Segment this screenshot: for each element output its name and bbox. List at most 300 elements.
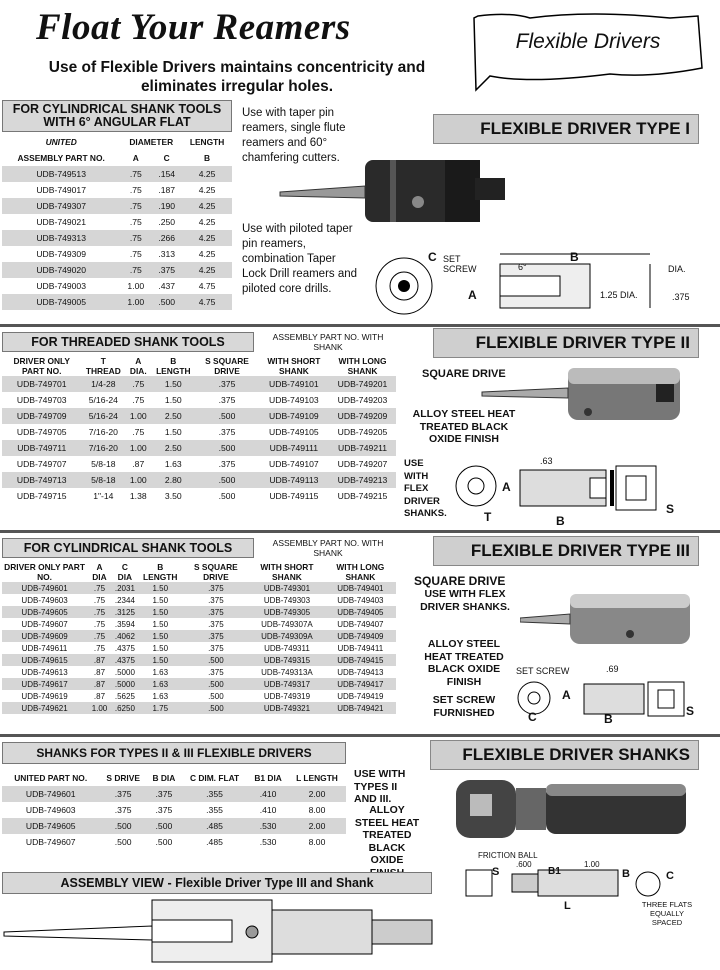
shank-illustration: [450, 774, 700, 844]
table-cell: UDB-749103: [269, 395, 319, 405]
table-row: [2, 582, 396, 594]
column-header: S DRIVE: [106, 773, 140, 783]
column-header: DRIVER ONLY PART NO.: [13, 356, 70, 376]
type3-square-drive: SQUARE DRIVE: [414, 574, 506, 588]
table-cell: .75: [132, 395, 145, 405]
assembly-view-drawing: [2, 896, 442, 966]
col-diameter: DIAMETER: [129, 137, 174, 147]
table-cell: .375: [155, 805, 173, 815]
table-cell: UDB-749303: [263, 595, 311, 605]
table-cell: 2.50: [151, 408, 195, 424]
type3-table-title: FOR CYLINDRICAL SHANK TOOLS: [2, 538, 254, 558]
table-cell: 1.00: [120, 294, 151, 310]
table-cell: .355: [181, 786, 248, 802]
table-cell: UDB-749403: [337, 595, 384, 605]
table-cell: 8.00: [308, 837, 326, 847]
table-cell: 1.50: [151, 376, 195, 392]
table-cell: .4375: [112, 654, 138, 666]
table-cell: 4.25: [198, 249, 216, 259]
column-header: C DIM. FLAT: [189, 773, 240, 783]
type3-dim-b: B: [604, 712, 613, 726]
shank-dim-b1: B1: [548, 866, 561, 877]
table-cell: UDB-749101: [259, 376, 329, 392]
col-assembly: ASSEMBLY PART NO.: [17, 153, 105, 163]
shank-dim-c: C: [666, 870, 674, 882]
table-cell: .410: [259, 805, 277, 815]
type3-dim-c: C: [528, 710, 537, 724]
type1-dim-125dia: 1.25 DIA.: [600, 290, 638, 300]
table-row: [2, 594, 396, 606]
table-cell: 1.50: [138, 582, 183, 594]
table-row: [2, 294, 232, 310]
table-cell: UDB-749407: [337, 619, 384, 629]
column-header: B LENGTH: [143, 562, 178, 582]
table-cell: UDB-749411: [337, 643, 384, 653]
type1-heading: FLEXIBLE DRIVER TYPE I: [433, 114, 699, 144]
table-cell: .266: [151, 230, 182, 246]
table-cell: UDB-749409: [325, 630, 396, 642]
table-row: [2, 678, 396, 690]
table-cell: UDB-749603: [25, 805, 76, 815]
table-cell: .375: [208, 595, 224, 605]
table-row: [2, 278, 232, 294]
table-row: [2, 488, 396, 504]
shank-dim-s: S: [492, 866, 500, 878]
table-row: [2, 618, 396, 630]
table-cell: UDB-749413: [337, 667, 384, 677]
table-cell: .500: [183, 702, 250, 714]
table-row: [2, 654, 396, 666]
table-row: [2, 214, 232, 230]
type2-dim-t: T: [484, 510, 492, 524]
table-cell: .485: [206, 837, 223, 847]
column-header: A DIA: [92, 562, 107, 582]
type1-dim-angle: 6°: [518, 262, 527, 272]
type3-dim-s: S: [686, 704, 695, 718]
table-cell: UDB-749203: [337, 395, 388, 405]
table-row: [2, 606, 396, 618]
col-b: B: [204, 153, 211, 163]
table-cell: 2.00: [288, 786, 346, 802]
table-cell: 1.50: [138, 630, 183, 642]
table-cell: UDB-749213: [329, 472, 396, 488]
table-cell: .485: [181, 818, 248, 834]
table-cell: .75: [87, 582, 112, 594]
column-header: WITH SHORT SHANK: [260, 562, 314, 582]
table-cell: .87: [93, 691, 106, 701]
table-cell: 4.25: [198, 217, 216, 227]
type1-dim-dia: DIA.: [668, 264, 686, 274]
table-cell: UDB-749207: [337, 459, 388, 469]
column-header: WITH SHORT SHANK: [267, 356, 321, 376]
page-subtitle: Use of Flexible Drivers maintains concentricity and eliminates irregular holes.: [48, 59, 426, 95]
table-cell: .4062: [112, 630, 138, 642]
table-cell: UDB-749711: [2, 440, 81, 456]
table-cell: .87: [93, 667, 106, 677]
table-cell: .375: [218, 395, 236, 405]
table-row: [2, 690, 396, 702]
type3-table: [2, 562, 396, 714]
table-cell: 7/16-20: [81, 440, 125, 456]
table-cell: .500: [155, 837, 173, 847]
column-header: DRIVER ONLY PART NO.: [4, 562, 85, 582]
table-cell: .530: [259, 837, 277, 847]
table-cell: UDB-749313: [2, 230, 120, 246]
table-cell: .75: [125, 376, 151, 392]
table-cell: 5/8-18: [91, 459, 116, 469]
table-cell: .375: [147, 786, 181, 802]
col-length: LENGTH: [189, 137, 225, 147]
column-header: WITH LONG SHANK: [336, 562, 385, 582]
table-row: [2, 408, 396, 424]
table-cell: .500: [183, 654, 250, 666]
table-cell: .75: [120, 166, 151, 182]
type2-assembly-header: ASSEMBLY PART NO. WITH SHANK: [272, 332, 384, 352]
type1-dim-a: A: [468, 288, 477, 302]
table-cell: UDB-749709: [2, 408, 81, 424]
table-cell: .500: [99, 818, 147, 834]
type2-material: ALLOY STEEL HEAT TREATED BLACK OXIDE FINISH: [412, 408, 516, 445]
type2-dim-63: .63: [540, 456, 553, 466]
table-cell: 1"-14: [93, 491, 114, 501]
table-row: [2, 786, 346, 802]
column-header: S SQUARE DRIVE: [194, 562, 238, 582]
type3-assembly-header: ASSEMBLY PART NO. WITH SHANK: [272, 538, 384, 558]
type1-dimension-drawing: [370, 246, 700, 326]
table-cell: .375: [183, 630, 250, 642]
table-cell: UDB-749017: [36, 185, 86, 195]
table-cell: 4.25: [182, 262, 232, 278]
table-cell: UDB-749307: [2, 198, 120, 214]
table-cell: .75: [129, 217, 142, 227]
table-row: [2, 182, 232, 198]
table-cell: .410: [248, 786, 288, 802]
table-cell: 1/4-28: [81, 376, 125, 392]
type1-dim-375: .375: [672, 292, 690, 302]
table-cell: .500: [147, 818, 181, 834]
type2-dim-b: B: [556, 514, 565, 528]
table-cell: UDB-749115: [269, 491, 319, 501]
table-cell: UDB-749609: [2, 630, 87, 642]
table-header-row: [2, 562, 396, 582]
table-cell: .375: [151, 262, 182, 278]
table-cell: UDB-749605: [2, 606, 87, 618]
type2-square-drive: SQUARE DRIVE: [422, 368, 506, 380]
shank-dim-three-flats: THREE FLATS EQUALLY SPACED: [641, 900, 693, 927]
shanks-use-with: USE WITH TYPES II AND III.: [354, 768, 406, 805]
table-cell: 1.63: [164, 459, 182, 469]
table-cell: .375: [183, 582, 250, 594]
type1-dim-set-screw: SET SCREW: [443, 254, 477, 274]
table-cell: .75: [120, 262, 151, 278]
shanks-heading: FLEXIBLE DRIVER SHANKS: [430, 740, 699, 770]
type3-material: ALLOY STEEL HEAT TREATED BLACK OXIDE FINISH: [424, 638, 504, 688]
table-row: [2, 472, 396, 488]
table-cell: 1.38: [129, 491, 147, 501]
type1-table: [2, 134, 232, 310]
table-cell: .375: [195, 376, 258, 392]
table-row: [2, 818, 346, 834]
table-cell: .375: [114, 805, 132, 815]
column-header: L LENGTH: [296, 773, 338, 783]
table-cell: 1.50: [152, 595, 169, 605]
table-row: [2, 642, 396, 654]
table-cell: .437: [158, 281, 176, 291]
type1-dim-b: B: [570, 250, 579, 264]
table-cell: UDB-749621: [2, 702, 87, 714]
table-cell: UDB-749415: [325, 654, 396, 666]
table-cell: UDB-749615: [2, 654, 87, 666]
shank-dim-friction-ball: FRICTION BALL: [478, 851, 538, 860]
table-cell: .355: [206, 805, 223, 815]
type1-note-taper: Use with taper pin reamers, single flute reamers and 60° chamfering cutters.: [242, 107, 346, 164]
table-cell: 1.63: [152, 691, 169, 701]
type1-table-title: FOR CYLINDRICAL SHANK TOOLS WITH 6° ANGULAR FLAT: [2, 100, 232, 132]
table-cell: UDB-749715: [16, 491, 67, 501]
table-cell: UDB-749613: [21, 667, 68, 677]
table-cell: .75: [87, 606, 112, 618]
table-cell: .5625: [114, 691, 135, 701]
table-cell: UDB-749105: [269, 427, 319, 437]
table-cell: 1.50: [164, 427, 182, 437]
table-cell: 7/16-20: [88, 427, 118, 437]
table-row: [2, 262, 232, 278]
type2-use-with: USE WITH FLEX DRIVER SHANKS.: [404, 458, 447, 519]
table-cell: .530: [248, 818, 288, 834]
table-cell: .75: [93, 619, 106, 629]
table-cell: UDB-749003: [36, 281, 86, 291]
table-cell: UDB-749603: [21, 595, 68, 605]
table-row: [2, 424, 396, 440]
table-cell: UDB-749309: [36, 249, 86, 259]
type3-use-with: USE WITH FLEX DRIVER SHANKS.: [420, 588, 510, 613]
table-cell: UDB-749707: [16, 459, 67, 469]
col-a: A: [132, 153, 139, 163]
section-divider-2: [0, 530, 720, 533]
table-cell: 2.80: [151, 472, 195, 488]
table-cell: UDB-749405: [325, 606, 396, 618]
table-row: [2, 440, 396, 456]
table-cell: .3125: [112, 606, 138, 618]
column-header: WITH LONG SHANK: [338, 356, 387, 376]
column-header: UNITED PART NO.: [14, 773, 88, 783]
table-cell: .375: [208, 643, 224, 653]
table-cell: .187: [158, 185, 176, 195]
table-cell: UDB-749313A: [261, 667, 313, 677]
table-cell: .500: [195, 472, 258, 488]
assembly-view-title: ASSEMBLY VIEW - Flexible Driver Type III and Shank: [2, 872, 432, 894]
table-cell: .87: [87, 654, 112, 666]
table-row: [2, 456, 396, 472]
table-cell: .4375: [114, 643, 135, 653]
table-cell: .2031: [112, 582, 138, 594]
type3-dim-set-screw: SET SCREW: [516, 666, 570, 676]
table-cell: UDB-749020: [2, 262, 120, 278]
table-cell: .87: [87, 678, 112, 690]
table-cell: 8.00: [308, 805, 326, 815]
table-cell: .500: [195, 408, 258, 424]
table-cell: 4.75: [182, 294, 232, 310]
col-c: C: [163, 153, 170, 163]
table-cell: .75: [129, 249, 142, 259]
table-cell: UDB-749021: [36, 217, 86, 227]
table-cell: .2344: [114, 595, 135, 605]
type2-dim-s: S: [666, 502, 675, 516]
table-cell: .375: [218, 459, 236, 469]
table-cell: .500: [183, 678, 250, 690]
table-cell: UDB-749107: [269, 459, 319, 469]
table-cell: UDB-749215: [337, 491, 388, 501]
table-cell: UDB-749321: [249, 702, 325, 714]
table-row: [2, 392, 396, 408]
table-header-row: [2, 356, 396, 376]
table-cell: UDB-749209: [329, 408, 396, 424]
table-cell: .87: [132, 459, 145, 469]
table-cell: 1.00: [125, 472, 151, 488]
table-cell: .500: [208, 691, 224, 701]
type1-driver-illustration: [270, 148, 510, 238]
table-cell: .75: [93, 595, 106, 605]
type3-dim-69: .69: [606, 664, 619, 674]
table-row: [2, 246, 232, 262]
table-cell: .375: [208, 619, 224, 629]
table-cell: 1.63: [138, 678, 183, 690]
col-united: UNITED: [45, 137, 77, 147]
table-row: [2, 198, 232, 214]
table-cell: 1.50: [164, 395, 182, 405]
shanks-table-title: SHANKS FOR TYPES II & III FLEXIBLE DRIVERS: [2, 742, 346, 764]
table-cell: .75: [132, 427, 145, 437]
table-cell: 1.50: [152, 619, 169, 629]
table-cell: 1.00: [125, 408, 151, 424]
table-cell: 1.00: [125, 440, 151, 456]
table-cell: UDB-749703: [16, 395, 67, 405]
table-cell: UDB-749205: [337, 427, 388, 437]
table-cell: .5000: [114, 667, 135, 677]
column-header: B1 DIA: [254, 773, 282, 783]
table-cell: 5/16-24: [81, 408, 125, 424]
column-header: B DIA: [152, 773, 176, 783]
table-cell: UDB-749109: [259, 408, 329, 424]
type3-driver-illustration: [520, 590, 700, 650]
table-cell: UDB-749701: [2, 376, 81, 392]
table-row: [2, 376, 396, 392]
table-cell: 1.63: [152, 667, 169, 677]
column-header: S SQUARE DRIVE: [205, 356, 249, 376]
table-cell: UDB-749421: [325, 702, 396, 714]
table-cell: 4.25: [182, 166, 232, 182]
table-cell: 4.25: [182, 230, 232, 246]
table-cell: 5/8-18: [81, 472, 125, 488]
table-cell: .75: [93, 643, 106, 653]
table-cell: UDB-749607: [25, 837, 76, 847]
shank-dim-100: 1.00: [584, 860, 600, 869]
table-cell: .375: [208, 667, 224, 677]
table-cell: UDB-749617: [2, 678, 87, 690]
shank-dim-b: B: [622, 868, 630, 880]
table-cell: .375: [99, 786, 147, 802]
column-header: T THREAD: [85, 356, 121, 376]
table-cell: UDB-749305: [249, 606, 325, 618]
type3-heading: FLEXIBLE DRIVER TYPE III: [433, 536, 699, 566]
table-cell: UDB-749315: [249, 654, 325, 666]
table-cell: .190: [151, 198, 182, 214]
table-cell: 4.25: [182, 198, 232, 214]
table-cell: .313: [158, 249, 176, 259]
column-header: A DIA.: [129, 356, 147, 376]
section-divider-3: [0, 734, 720, 737]
type2-table: [2, 356, 396, 504]
table-cell: UDB-749113: [259, 472, 329, 488]
shank-dim-600: .600: [516, 860, 532, 869]
page-title: Float Your Reamers: [36, 7, 351, 48]
type2-heading: FLEXIBLE DRIVER TYPE II: [433, 328, 699, 358]
table-cell: UDB-749307A: [261, 619, 313, 629]
table-cell: UDB-749309A: [249, 630, 325, 642]
table-header-row: [2, 770, 346, 786]
table-cell: UDB-749601: [2, 582, 87, 594]
table-cell: .75: [120, 230, 151, 246]
table-cell: .500: [151, 294, 182, 310]
table-cell: 2.50: [151, 440, 195, 456]
table-cell: .154: [151, 166, 182, 182]
table-row: [2, 702, 396, 714]
table-cell: UDB-749513: [2, 166, 120, 182]
table-cell: .375: [218, 427, 236, 437]
type1-dim-c: C: [428, 250, 437, 264]
table-cell: UDB-749605: [2, 818, 99, 834]
table-cell: .75: [129, 185, 142, 195]
table-cell: UDB-749713: [2, 472, 81, 488]
table-cell: UDB-749301: [249, 582, 325, 594]
type1-note-piloted: Use with piloted taper pin reamers, combination Taper Lock Drill reamers and piloted core drills.: [242, 223, 358, 295]
table-cell: UDB-749311: [264, 643, 310, 653]
table-row: [2, 230, 232, 246]
table-cell: UDB-749211: [329, 440, 396, 456]
shank-dim-l: L: [564, 900, 571, 912]
column-header: B LENGTH: [156, 356, 191, 376]
table-row: [2, 802, 346, 818]
type3-set-screw-furnished: SET SCREW FURNISHED: [432, 694, 496, 719]
table-cell: 1.00: [87, 702, 112, 714]
table-cell: .75: [87, 630, 112, 642]
type2-dim-a: A: [502, 480, 511, 494]
table-cell: 1.75: [138, 702, 183, 714]
table-cell: UDB-749611: [21, 643, 68, 653]
column-header: C DIA: [117, 562, 133, 582]
table-cell: UDB-749317: [249, 678, 325, 690]
shanks-material: ALLOY STEEL HEAT TREATED BLACK OXIDE: [354, 804, 420, 866]
table-cell: 2.00: [288, 818, 346, 834]
table-cell: 4.75: [198, 281, 216, 291]
table-cell: .375: [183, 606, 250, 618]
table-cell: UDB-749619: [21, 691, 68, 701]
table-cell: .6250: [112, 702, 138, 714]
table-cell: .500: [218, 491, 236, 501]
table-cell: .5000: [112, 678, 138, 690]
type2-table-title: FOR THREADED SHANK TOOLS: [2, 332, 254, 352]
table-cell: 4.25: [198, 185, 216, 195]
table-row: [2, 834, 346, 850]
table-cell: 1.50: [152, 643, 169, 653]
table-row: [2, 630, 396, 642]
table-cell: 1.50: [138, 654, 183, 666]
table-row: [2, 666, 396, 678]
table-cell: UDB-749705: [16, 427, 67, 437]
table-cell: UDB-749111: [259, 440, 329, 456]
table-cell: UDB-749419: [337, 691, 384, 701]
table-cell: UDB-749607: [21, 619, 68, 629]
